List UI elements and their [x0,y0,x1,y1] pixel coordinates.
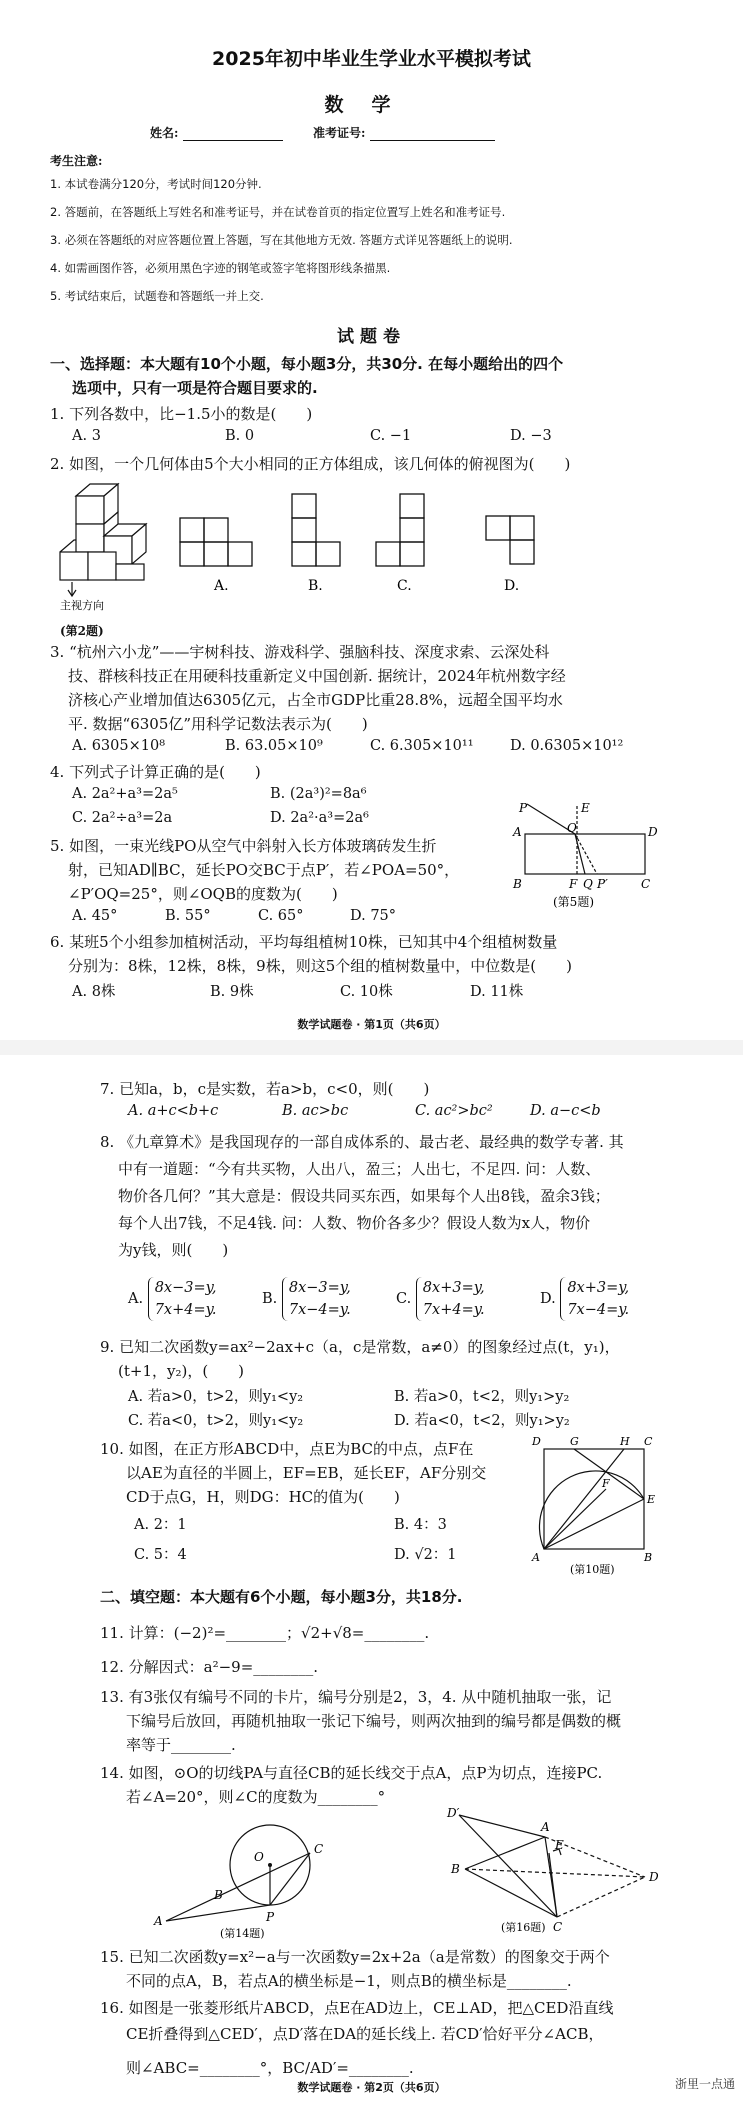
q10-point: G [570,1435,579,1448]
q1-option-c: C. −1 [370,428,412,444]
q10-point: F [602,1477,610,1490]
q2-label-c: C. [397,578,412,594]
q2-option-d-figure [486,516,534,564]
q6-option-c: C. 10株 [340,984,393,1000]
q8-eq: 7x+4=y. [422,1302,485,1318]
note-item: 4. 如需画图作答，必须用黑色字迹的钢笔或签字笔将图形线条描黑. [50,261,391,275]
q16-stem [100,1995,700,2081]
q8-line: 物价各几何？”其大意是：假设共同买东西，如果每个人出8钱，盈余3钱； [118,1187,610,1205]
q8-line: 中有一道题：“今有共买物，人出八，盈三；人出七，不足四. 问：人数、 [118,1160,601,1178]
q3-stem [50,640,690,736]
page-2 [0,1055,743,2102]
q5-option-d: D. 75° [350,908,397,924]
q7-option-a: A. a+c<b+c [128,1103,219,1119]
q5-line: 5. 如图，一束光线PO从空气中斜射入长方体玻璃砖发生折 [50,837,437,855]
q8-eq: 8x−3=y, [288,1280,351,1296]
q15-line: 15. 已知二次函数y=x²−a与一次函数y=2x+2a（a是常数）的图象交于两个 [100,1948,610,1966]
q5-point: C [641,877,651,891]
q3-line: 技、群核科技正在用硬科技重新定义中国创新. 据统计，2024年杭州数字经 [68,667,566,685]
page-separator [0,1040,743,1055]
q9-line: (t+1，y₂)，( ) [118,1362,245,1380]
q13-line: 下编号后放回，再随机抽取一张记下编号，则两次抽到的编号都是偶数的概 [126,1712,622,1730]
q8-line: 8. 《九章算术》是我国现存的一部自成体系的、最古老、最经典的数学专著. 其 [100,1133,624,1151]
q2-label-a: A. [214,578,229,594]
q2-option-a-figure [180,518,252,566]
name-blank[interactable] [183,128,283,141]
q6-option-b: B. 9株 [210,984,254,1000]
q7-option-d: D. a−c<b [530,1103,601,1119]
q8-line: 每个人出7钱，不足4钱. 问：人数、物价各多少？假设人数为x人，物价 [118,1214,591,1232]
q16-point: B [451,1862,460,1876]
q3-option-b: B. 63.05×10⁹ [225,738,323,754]
q8-eq: 8x+3=y, [422,1280,485,1296]
q14-stem [100,1761,700,1809]
q5-caption: (第5题) [553,895,594,909]
q9-line: 9. 已知二次函数y=ax²−2ax+c（a，c是常数，a≠0）的图象经过点(t，y₁)， [100,1338,620,1356]
q10-figure [530,1433,660,1581]
q1-option-b: B. 0 [225,428,255,444]
q6-option-d: D. 11株 [470,984,524,1000]
q8-option-letter: B. [262,1291,278,1307]
section2-heading: 二、填空题：本大题有6个小题，每小题3分，共18分. [100,1588,463,1606]
q16-point: D′ [447,1806,460,1820]
q5-point: B [513,877,522,891]
q4-stem: 4. 下列式子计算正确的是( ) [50,763,261,781]
q8-option-letter: A. [128,1291,144,1307]
q5-stem [50,834,530,906]
q3-line: 济核心产业增加值达6305亿元，占全市GDP比重28.8%，远超全国平均水 [68,691,563,709]
section1-heading [50,352,670,400]
q16-line: 则∠ABC=________°，BC/AD′=________. [126,2059,414,2077]
note-item: 2. 答题前，在答题纸上写姓名和准考证号，并在试卷首页的指定位置写上姓名和准考证号. [50,205,506,219]
q4-option-b: B. (2a³)²=8a⁶ [270,786,367,802]
q10-point: D [532,1435,541,1448]
page2-footer: 数学试题卷 · 第2页（共6页） [297,2081,446,2094]
q7-option-b: B. ac>bc [282,1103,349,1119]
q14-point: C [314,1842,324,1856]
q5-figure [505,800,658,915]
q8-eq: 8x+3=y, [567,1280,630,1296]
section1-heading-line: 一、选择题：本大题有10个小题，每小题3分，共30分. 在每小题给出的四个 [50,355,564,373]
q8-line: 为y钱，则( ) [118,1241,229,1259]
q4-option-d: D. 2a²·a³=2a⁶ [270,810,369,826]
q10-option-b: B. 4：3 [394,1517,447,1533]
name-label: 姓名: [150,126,179,140]
q6-stem [50,930,690,978]
q3-option-d: D. 0.6305×10¹² [510,738,624,754]
q8-option-letter: C. [396,1291,412,1307]
q6-option-a: A. 8株 [72,984,116,1000]
q10-option-a: A. 2：1 [134,1517,187,1533]
q1-stem: 1. 下列各数中，比−1.5小的数是( ) [50,405,313,423]
q5-line: ∠P′OQ=25°，则∠OQB的度数为( ) [68,885,338,903]
q9-stem [100,1335,700,1383]
page1-footer: 数学试题卷 · 第1页（共6页） [297,1018,446,1031]
q5-point: O [567,821,577,835]
q2-stem: 2. 如图，一个几何体由5个大小相同的正方体组成，该几何体的俯视图为( ) [50,455,571,473]
notes-heading: 考生注意: [50,154,103,168]
q14-point: P [266,1910,275,1924]
q11-stem: 11. 计算：(−2)²=________；√2+√8=________. [100,1624,430,1642]
q8-option-a [128,1277,217,1321]
q2-label-b: B. [308,578,323,594]
q8-eq: 7x−4=y. [567,1302,630,1318]
q5-point: P [519,801,528,815]
q10-caption: (第10题) [570,1563,615,1576]
q9-option-a: A. 若a>0，t>2，则y₁<y₂ [128,1389,304,1405]
section1-heading-line: 选项中，只有一项是符合题目要求的. [72,379,318,397]
q5-option-c: C. 65° [258,908,304,924]
q2-figure [60,478,660,618]
q5-point: D [648,825,658,839]
q5-point: F [569,877,578,891]
q2-solid [60,484,146,580]
note-item: 1. 本试卷满分120分，考试时间120分钟. [50,177,262,191]
q10-point: H [620,1435,630,1448]
q16-figure [445,1807,665,1941]
q3-option-c: C. 6.305×10¹¹ [370,738,474,754]
q13-line: 13. 有3张仅有编号不同的卡片，编号分别是2，3，4. 从中随机抽取一张，记 [100,1688,612,1706]
q2-label-d: D. [504,578,520,594]
q9-option-d: D. 若a<0，t<2，则y₁>y₂ [394,1413,570,1429]
q14-figure [150,1809,350,1939]
watermark: 浙里一点通 [674,2077,735,2091]
q15-stem [100,1945,700,1993]
q5-line: 射，已知AD∥BC，延长PO交BC于点P′，若∠POA=50°， [68,861,460,879]
q10-point: B [644,1551,653,1564]
q5-point: P′ [597,877,608,891]
q10-option-c: C. 5：4 [134,1547,187,1563]
q8-stem [100,1129,700,1264]
q10-stem [100,1437,540,1509]
q16-caption: (第16题) [501,1921,546,1934]
q3-option-a: A. 6305×10⁸ [72,738,166,754]
q5-option-a: A. 45° [72,908,118,924]
q4-option-c: C. 2a²÷a³=2a [72,810,173,826]
id-label: 准考证号: [313,126,366,140]
q8-option-c [396,1277,485,1321]
exam-title: 2025年初中毕业生学业水平模拟考试 [212,48,531,70]
note-item: 5. 考试结束后，试题卷和答题纸一并上交. [50,289,264,303]
q5-point: Q [583,877,593,891]
q16-point: E [555,1838,564,1852]
q5-point: A [513,825,522,839]
q2-option-c-figure [376,494,424,566]
q8-eq: 7x+4=y. [154,1302,217,1318]
q8-eq: 7x−4=y. [288,1302,351,1318]
q1-option-d: D. −3 [510,428,552,444]
q6-line: 6. 某班5个小组参加植树活动，平均每组植树10株，已知其中4个组植树数量 [50,933,558,951]
q10-line: 以AE为直径的半圆上，EF=EB，延长EF，AF分别交 [126,1464,487,1482]
q10-line: 10. 如图，在正方形ABCD中，点E为BC的中点，点F在 [100,1440,474,1458]
q13-stem [100,1685,700,1757]
q9-option-c: C. 若a<0，t>2，则y₁<y₂ [128,1413,304,1429]
q8-option-letter: D. [540,1291,556,1307]
q14-point: O [254,1850,264,1864]
q16-point: D [649,1870,659,1884]
q2-caption: (第2题) [60,624,104,638]
q10-point: A [532,1551,540,1564]
q8-option-b [262,1277,351,1321]
q5-point: E [581,801,590,815]
q2-direction-label: 主视方向 [60,599,104,612]
q14-line: 若∠A=20°，则∠C的度数为________° [126,1788,386,1806]
q12-stem: 12. 分解因式：a²−9=________. [100,1658,319,1676]
q8-eq: 8x−3=y, [154,1280,217,1296]
q6-line: 分别为：8株，12株，8株，9株，则这5个组的植树数量中，中位数是( ) [68,957,572,975]
q16-line: CE折叠得到△CED′，点D′落在DA的延长线上. 若CD′恰好平分∠ACB， [126,2025,604,2043]
q8-option-d [540,1277,629,1321]
q14-caption: (第14题) [220,1927,265,1940]
q9-option-b: B. 若a>0，t<2，则y₁>y₂ [394,1389,570,1405]
q3-line: 3. “杭州六小龙”——宇树科技、游戏科学、强脑科技、深度求索、云深处科 [50,643,550,661]
id-blank[interactable] [370,128,495,141]
paper-title: 试题卷 [337,327,406,347]
q14-point: B [214,1888,223,1902]
q10-option-d: D. √2：1 [394,1547,457,1563]
subject-title: 数学 [324,94,419,116]
q14-point: A [154,1914,163,1928]
q10-point: E [647,1493,656,1506]
q3-line: 平. 数据“6305亿”用科学记数法表示为( ) [68,715,368,733]
q16-line: 16. 如图是一张菱形纸片ABCD，点E在AD边上，CE⊥AD，把△CED沿直线 [100,1999,614,2017]
q7-option-c: C. ac²>bc² [415,1103,493,1119]
q10-line: CD于点G，H，则DG：HC的值为( ) [126,1488,400,1506]
note-item: 3. 必须在答题纸的对应答题位置上答题，写在其他地方无效. 答题方式详见答题纸上的说明. [50,233,513,247]
q14-line: 14. 如图，⊙O的切线PA与直径CB的延长线交于点A，点P为切点，连接PC. [100,1764,603,1782]
q5-option-b: B. 55° [165,908,211,924]
q4-option-a: A. 2a²+a³=2a⁵ [72,786,178,802]
q7-stem: 7. 已知a，b，c是实数，若a>b，c<0，则( ) [100,1080,430,1098]
q16-point: A [541,1820,550,1834]
q1-option-a: A. 3 [72,428,101,444]
name-id-row [150,124,495,141]
q16-point: C [553,1920,563,1934]
q15-line: 不同的点A，B，若点A的横坐标是−1，则点B的横坐标是________. [126,1972,572,1990]
q10-point: C [644,1435,653,1448]
page-1 [0,0,743,1040]
q2-option-b-figure [292,494,340,566]
q13-line: 率等于________. [126,1736,236,1754]
